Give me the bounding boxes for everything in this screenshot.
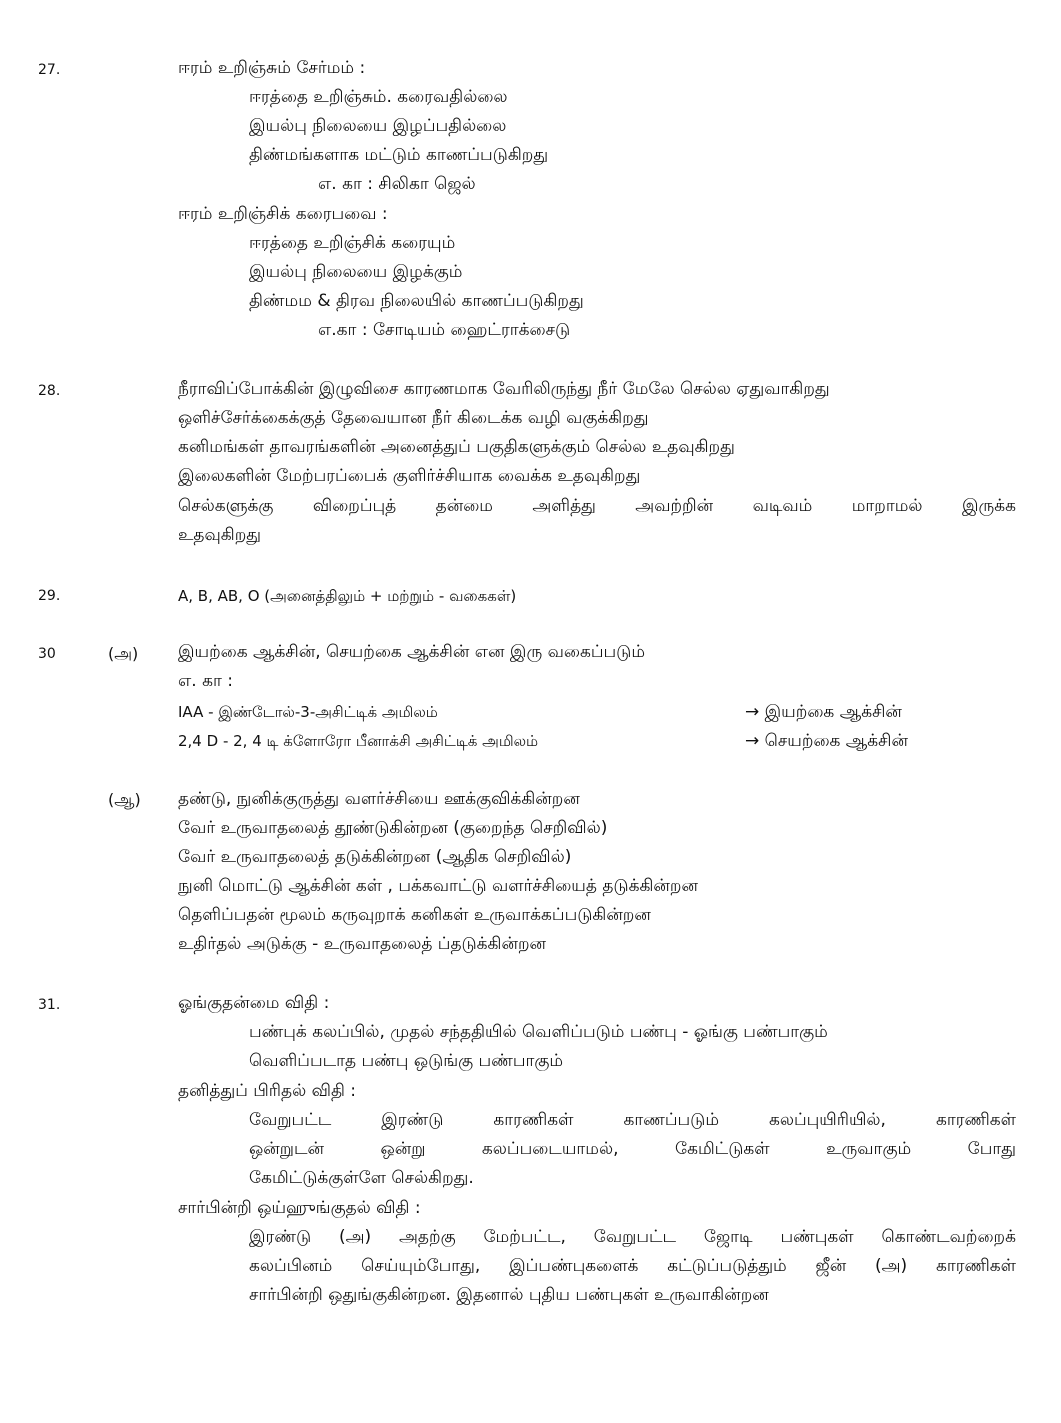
q31-a-line-2: வெளிப்படாத பண்பு ஒடுங்கு பண்பாகும் (249, 1051, 564, 1071)
question-number-30: 30 (38, 646, 56, 662)
q27-heading-2: ஈரம் உறிஞ்சிக் கரைபவை : (178, 204, 388, 224)
q30-a-example-2: 2,4 D - 2, 4 டி க்ளோரோ பீனாக்சி அசிட்டிக் அமிலம் (178, 732, 539, 750)
q31-heading-3: சார்பின்றி ஒய்ஹுங்குதல் விதி : (178, 1198, 421, 1218)
q28-line-3: கனிமங்கள் தாவரங்களின் அனைத்துப் பகுதிகளுக்கும் செல்ல உதவுகிறது (178, 437, 735, 457)
q30-a-line-1: இயற்கை ஆக்சின், செயற்கை ஆக்சின் என இரு வகைப்படும் (178, 642, 645, 662)
q27-line-a2: இயல்பு நிலையை இழப்பதில்லை (249, 116, 507, 136)
q30-b-line-6: உதிர்தல் அடுக்கு - உருவாதலைத் ப்தடுக்கின்றன (178, 934, 547, 954)
q30-a-example-label: எ. கா : (178, 671, 233, 691)
q27-line-b3: திண்மம & திரவ நிலையில் காணப்படுகிறது (249, 291, 584, 311)
question-number-27: 27. (38, 62, 61, 78)
q30-b-line-1: தண்டு, நுனிக்குருத்து வளர்ச்சியை ஊக்குவிக்கின்றன (178, 789, 580, 809)
q27-heading-1: ஈரம் உறிஞ்சும் சேர்மம் : (178, 58, 366, 78)
q27-line-b2: இயல்பு நிலையை இழக்கும் (249, 262, 463, 282)
q30-a-example-2-type: → செயற்கை ஆக்சின் (745, 731, 908, 751)
q31-c-line-2: கலப்பினம் செய்யும்போது, இப்பண்புகளைக் கட்டுப்படுத்தும் ஜீன் (அ) காரணிகள் (249, 1256, 1016, 1276)
q30-b-line-5: தெளிப்பதன் மூலம் கருவுறாக் கனிகள் உருவாக்கப்படுகின்றன (178, 905, 651, 925)
q30-sub-b-label: (ஆ) (108, 790, 141, 809)
q31-heading-2: தனித்துப் பிரிதல் விதி : (178, 1081, 357, 1101)
q31-c-line-3: சார்பின்றி ஒதுங்குகின்றன. இதனால் புதிய பண்புகள் உருவாகின்றன (249, 1285, 769, 1305)
q27-example-b: எ.கா : சோடியம் ஹைட்ராக்சைடு (318, 320, 571, 340)
q28-line-4: இலைகளின் மேற்பரப்பைக் குளிர்ச்சியாக வைக்க உதவுகிறது (178, 466, 641, 486)
question-number-28: 28. (38, 383, 61, 399)
question-number-31: 31. (38, 997, 61, 1013)
q27-line-a1: ஈரத்தை உறிஞ்சும். கரைவதில்லை (249, 87, 508, 107)
q30-b-line-4: நுனி மொட்டு ஆக்சின் கள் , பக்கவாட்டு வளர்ச்சியைத் தடுக்கின்றன (178, 876, 698, 896)
q30-sub-a-label: (அ) (108, 644, 139, 663)
q31-b-line-2: ஒன்றுடன் ஒன்று கலப்படையாமல், கேமிட்டுகள் உருவாகும் போது (249, 1139, 1016, 1159)
q31-heading-1: ஓங்குதன்மை விதி : (178, 993, 330, 1013)
q28-line-6: உதவுகிறது (178, 525, 262, 545)
q31-b-line-1: வேறுபட்ட இரண்டு காரணிகள் காணப்படும் கலப்புயிரியில், காரணிகள் (249, 1110, 1016, 1130)
q28-line-2: ஒளிச்சேர்க்கைக்குத் தேவையான நீர் கிடைக்க வழி வகுக்கிறது (178, 408, 649, 428)
q30-b-line-2: வேர் உருவாதலைத் தூண்டுகின்றன (குறைந்த செறிவில்) (178, 818, 608, 838)
q27-line-b1: ஈரத்தை உறிஞ்சிக் கரையும் (249, 233, 456, 253)
q29-answer: A, B, AB, O (அனைத்திலும் + மற்றும் - வகைகள்) (178, 587, 517, 605)
q31-b-line-3: கேமிட்டுக்குள்ளே செல்கிறது. (249, 1168, 474, 1188)
q30-b-line-3: வேர் உருவாதலைத் தடுக்கின்றன (ஆதிக செறிவில்) (178, 847, 572, 867)
q27-example-a: எ. கா : சிலிகா ஜெல் (318, 174, 476, 194)
q30-a-example-1-type: → இயற்கை ஆக்சின் (745, 702, 902, 722)
q28-line-1: நீராவிப்போக்கின் இழுவிசை காரணமாக வேரிலிருந்து நீர் மேலே செல்ல ஏதுவாகிறது (178, 379, 830, 399)
q28-line-5: செல்களுக்கு விறைப்புத் தன்மை அளித்து அவற்றின் வடிவம் மாறாமல் இருக்க (178, 496, 1016, 516)
q27-line-a3: திண்மங்களாக மட்டும் காணப்படுகிறது (249, 145, 549, 165)
question-number-29: 29. (38, 588, 61, 604)
q31-c-line-1: இரண்டு (அ) அதற்கு மேற்பட்ட, வேறுபட்ட ஜோடி பண்புகள் கொண்டவற்றைக் (249, 1227, 1016, 1247)
q30-a-example-1: IAA - இண்டோல்-3-அசிட்டிக் அமிலம் (178, 703, 438, 721)
q31-a-line-1: பண்புக் கலப்பில், முதல் சந்ததியில் வெளிப்படும் பண்பு - ஓங்கு பண்பாகும் (249, 1022, 828, 1042)
